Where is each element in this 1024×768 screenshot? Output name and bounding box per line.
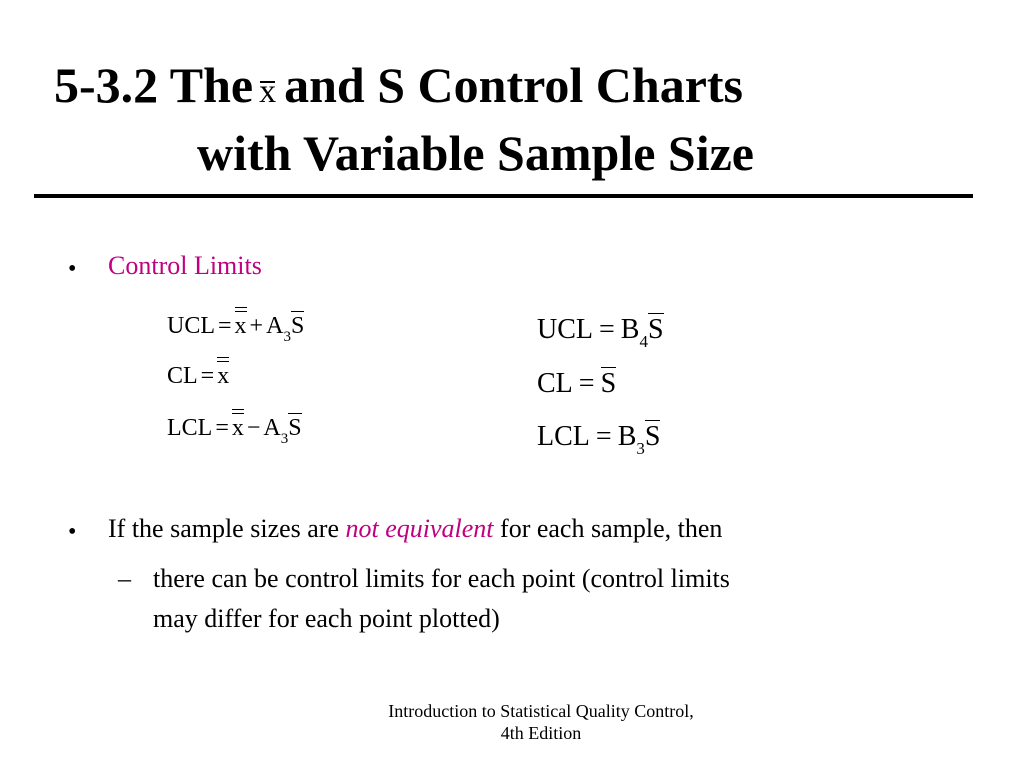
- emphasis-not-equivalent: not equivalent: [345, 514, 494, 543]
- title-rest: and S Control Charts: [284, 57, 743, 113]
- slide-title-line-1: [54, 57, 743, 113]
- bullet-marker: •: [68, 256, 77, 282]
- formula-xbar-lcl: LCL = $x - A_3S$: [167, 415, 302, 447]
- title-number: 5-3.2 The: [54, 57, 254, 113]
- footer-text: Introduction to Statistical Quality Control, 4th Edition: [388, 701, 694, 743]
- sub-bullet-line-1: there can be control limits for each point (control limits: [153, 564, 730, 593]
- formula-s-lcl: LCL = $B_3S$: [537, 421, 661, 458]
- sub-bullet-line-2: may differ for each point plotted): [153, 604, 500, 633]
- title-xbar-symbol: x: [259, 73, 277, 110]
- formula-s-cl: CL = S: [537, 368, 617, 399]
- bullet-marker: •: [68, 519, 77, 545]
- formula-xbar-cl: CL = x: [167, 363, 230, 389]
- title-divider: [34, 194, 973, 198]
- formula-xbar-ucl: UCL = $x + A_3S$: [167, 313, 305, 345]
- formula-s-ucl: UCL = $B_4S$: [537, 314, 664, 351]
- bullet-sample-sizes: If the sample sizes are not equivalent for each sample, then: [108, 514, 723, 543]
- bullet-control-limits: Control Limits: [108, 251, 262, 280]
- slide-title-line-2: with Variable Sample Size: [197, 125, 754, 181]
- sub-bullet-marker: –: [118, 564, 131, 593]
